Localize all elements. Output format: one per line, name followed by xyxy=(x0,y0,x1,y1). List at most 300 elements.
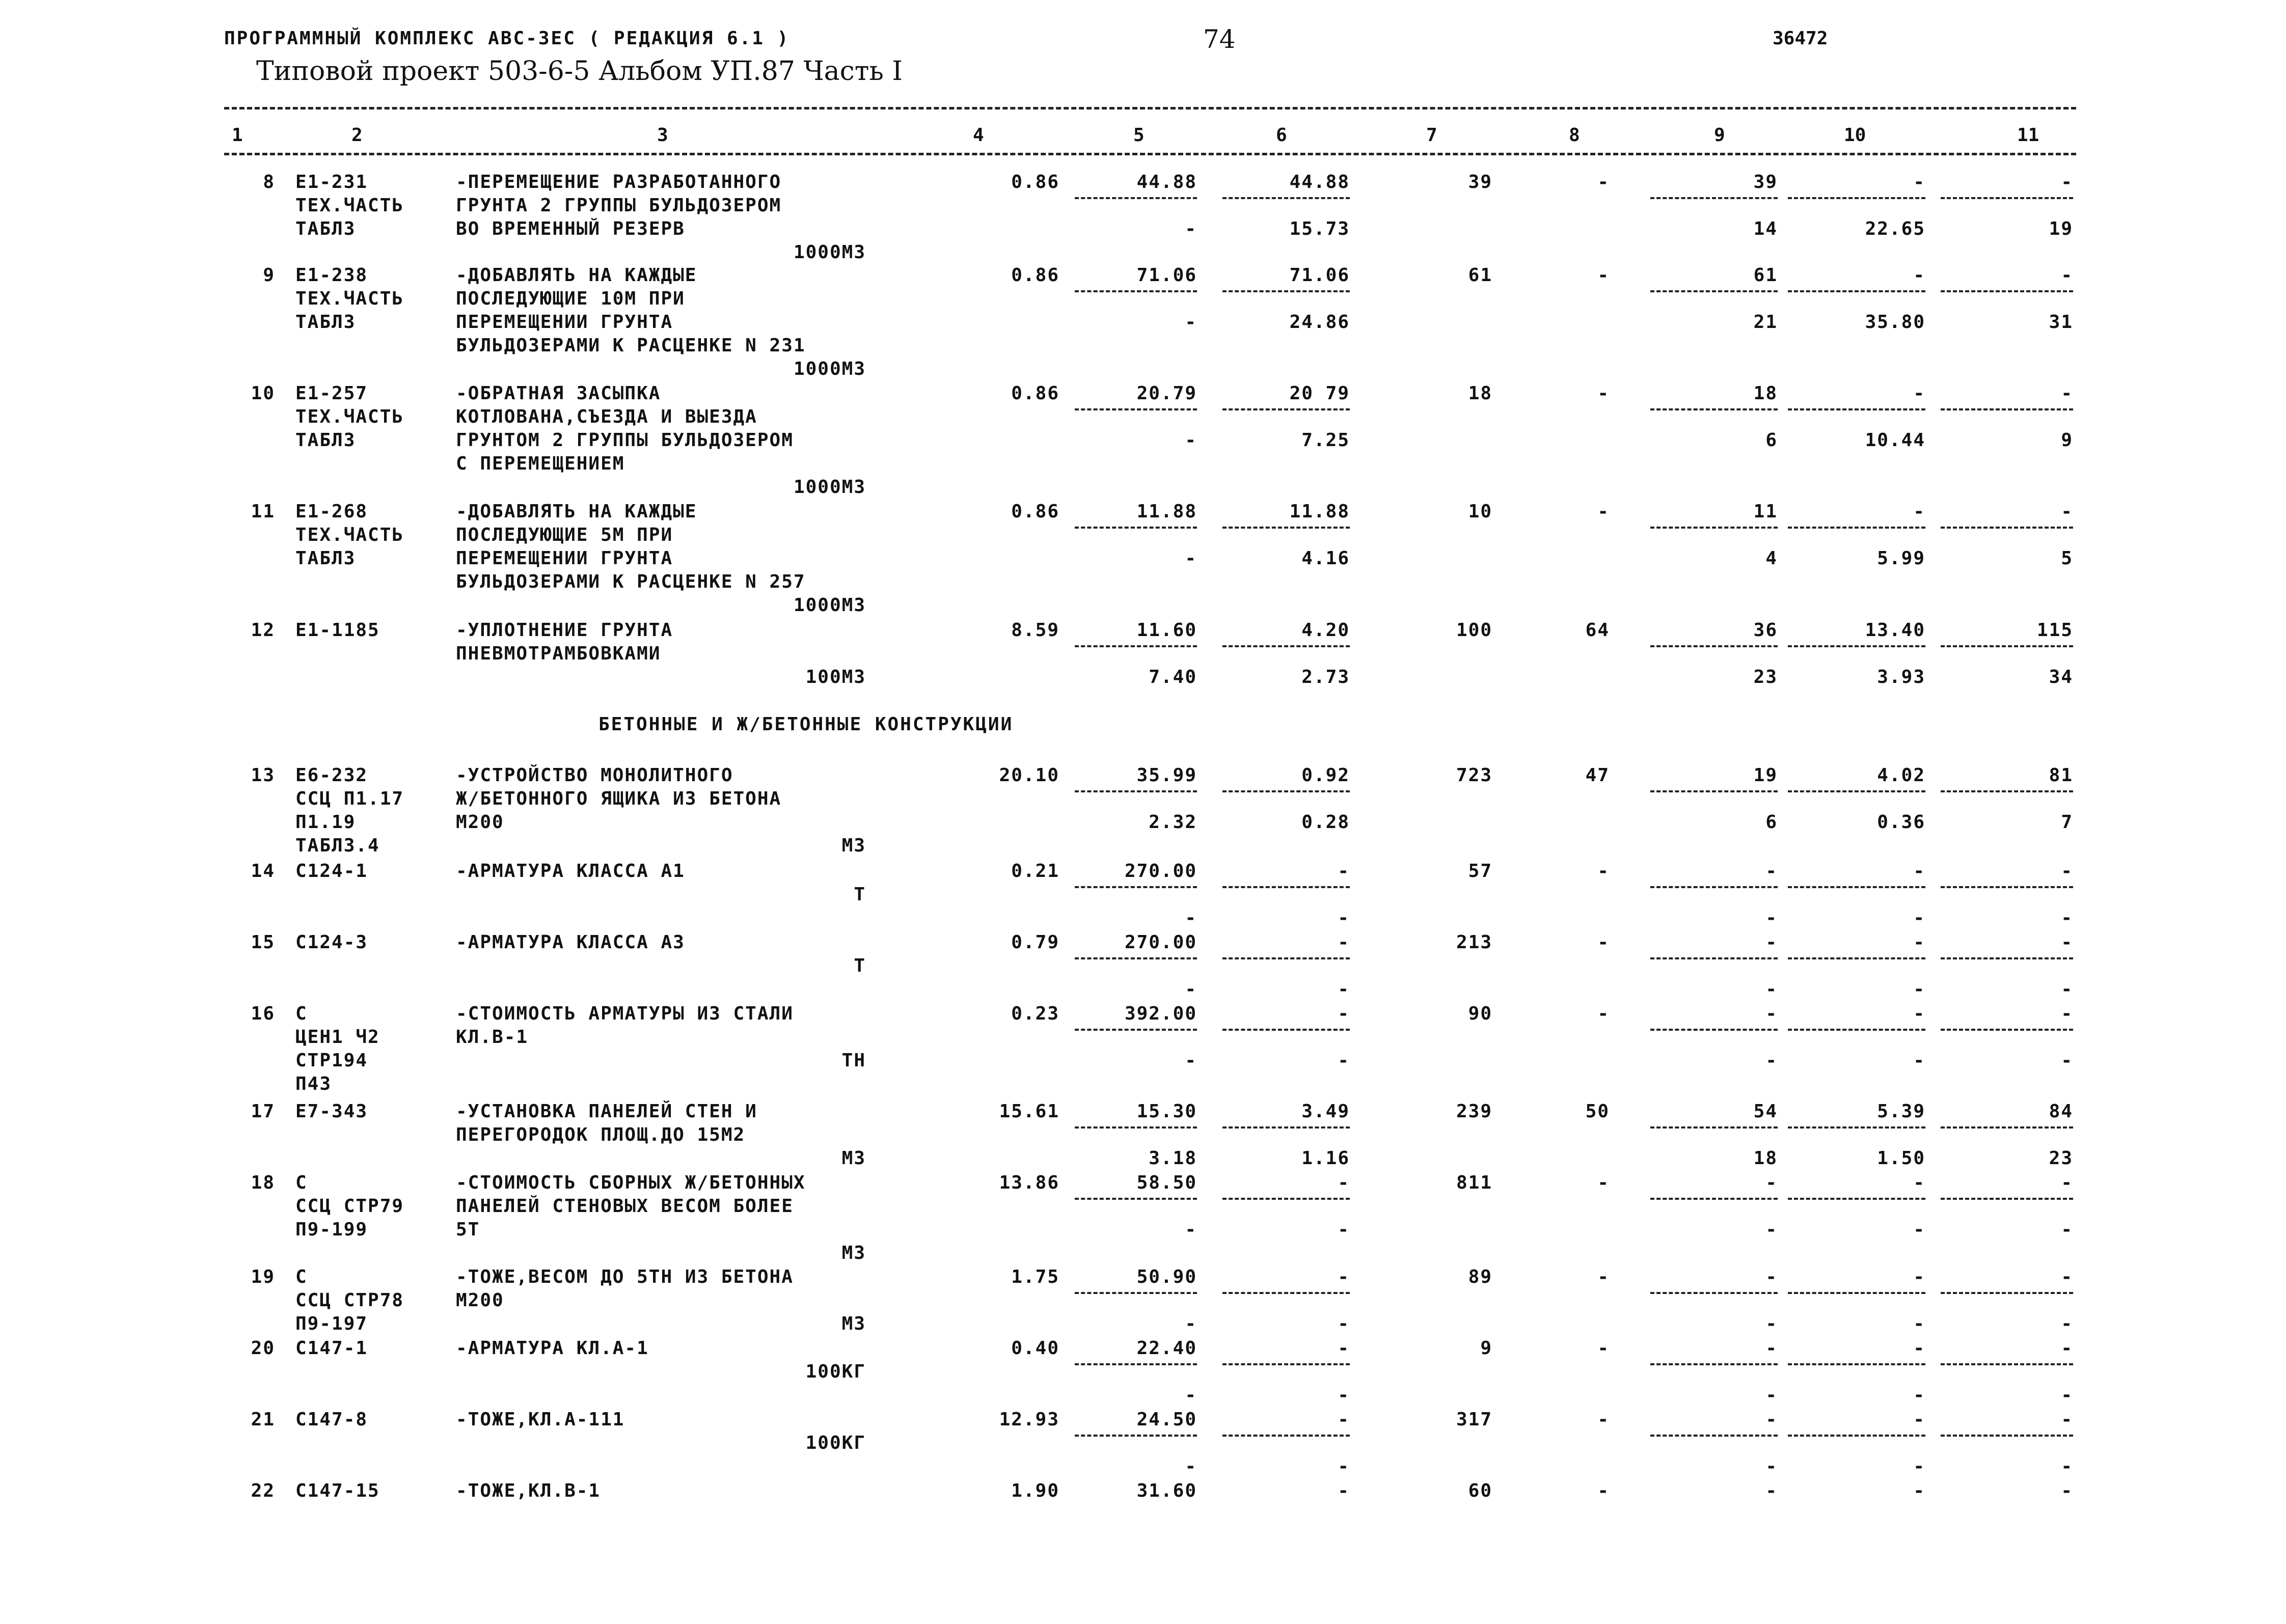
unit-of-measure: М3 xyxy=(841,835,866,856)
machine-wages: 4 xyxy=(1765,548,1778,569)
machine-labor-hours: - xyxy=(1913,907,1925,928)
work-description: ПЕРЕМЕЩЕНИИ ГРУНТА xyxy=(456,548,673,569)
rate-code: Е1-238 xyxy=(295,265,368,286)
machine-labor-total: 19 xyxy=(2049,218,2073,239)
total-cost: 239 xyxy=(1456,1101,1492,1122)
machine-cost: - xyxy=(1597,1172,1610,1193)
row-number: 18 xyxy=(251,1172,275,1193)
unit-cost-total: 31.60 xyxy=(1136,1480,1197,1501)
cell-divider xyxy=(1075,1029,1197,1031)
cell-divider xyxy=(1075,957,1197,959)
cell-divider xyxy=(1788,1363,1925,1365)
cell-divider xyxy=(1788,290,1925,292)
cell-divider xyxy=(1941,527,2073,529)
cell-divider xyxy=(1788,1126,1925,1128)
work-description: -АРМАТУРА КЛАССА А3 xyxy=(456,932,685,953)
machine-cost: - xyxy=(1597,265,1610,286)
cell-divider xyxy=(1222,197,1350,199)
machine-labor-total: - xyxy=(2061,1050,2073,1071)
total-cost: 10 xyxy=(1468,501,1492,522)
machine-labor-hours: - xyxy=(1913,1313,1925,1334)
work-description: КЛ.В-1 xyxy=(456,1027,529,1048)
labor-total: - xyxy=(2061,1409,2073,1430)
machine-labor-hours: - xyxy=(1913,1385,1925,1406)
unit-cost-machine-wages: - xyxy=(1185,430,1197,451)
machine-cost: 64 xyxy=(1585,620,1610,641)
work-description: -ОБРАТНАЯ ЗАСЫПКА xyxy=(456,383,661,404)
column-header-2: 2 xyxy=(351,125,363,146)
cell-divider xyxy=(1788,1435,1925,1437)
rate-code: ТЕХ.ЧАСТЬ xyxy=(295,406,404,427)
machine-wages: - xyxy=(1765,979,1778,1000)
unit-of-measure: М3 xyxy=(841,1148,866,1169)
cell-divider xyxy=(1941,1363,2073,1365)
unit-cost-machine: 7.25 xyxy=(1301,430,1350,451)
total-cost: 18 xyxy=(1468,383,1492,404)
machine-labor-hours: 10.44 xyxy=(1865,430,1925,451)
cell-divider xyxy=(1222,1029,1350,1031)
wages-total: - xyxy=(1765,1480,1778,1501)
machine-wages: 23 xyxy=(1753,667,1778,687)
unit-cost-wages: - xyxy=(1338,1003,1350,1024)
machine-labor-hours: 1.50 xyxy=(1877,1148,1925,1169)
row-number: 22 xyxy=(251,1480,275,1501)
cell-divider xyxy=(1222,790,1350,792)
rate-code: С xyxy=(295,1003,308,1024)
rate-code: ТЕХ.ЧАСТЬ xyxy=(295,195,404,216)
unit-cost-wages: - xyxy=(1338,932,1350,953)
column-header-7: 7 xyxy=(1426,125,1437,146)
unit-cost-total: 71.06 xyxy=(1136,265,1197,286)
labor-total: 115 xyxy=(2036,620,2073,641)
work-description: -ТОЖЕ,КЛ.А-111 xyxy=(456,1409,625,1430)
work-description: БУЛЬДОЗЕРАМИ К РАСЦЕНКЕ N 257 xyxy=(456,571,806,592)
unit-cost-machine: - xyxy=(1338,1456,1350,1477)
machine-labor-total: - xyxy=(2061,907,2073,928)
machine-labor-hours: 3.93 xyxy=(1877,667,1925,687)
unit-cost-wages: 71.06 xyxy=(1289,265,1350,286)
unit-cost-machine-wages: - xyxy=(1185,907,1197,928)
cell-divider xyxy=(1650,408,1778,410)
unit-cost-machine-wages: - xyxy=(1185,1385,1197,1406)
cell-divider xyxy=(1075,886,1197,888)
cell-divider xyxy=(1650,790,1778,792)
rate-code: С147-15 xyxy=(295,1480,380,1501)
quantity: 0.86 xyxy=(1011,172,1059,192)
header-rule-top xyxy=(224,107,2076,109)
section-title: БЕТОННЫЕ И Ж/БЕТОННЫЕ КОНСТРУКЦИИ xyxy=(598,714,1014,735)
row-number: 10 xyxy=(251,383,275,404)
rate-code: С xyxy=(295,1267,308,1287)
unit-cost-wages: 4.20 xyxy=(1301,620,1350,641)
cell-divider xyxy=(1650,1435,1778,1437)
unit-cost-total: 35.99 xyxy=(1136,765,1197,786)
work-description: -ТОЖЕ,КЛ.В-1 xyxy=(456,1480,601,1501)
cell-divider xyxy=(1075,1435,1197,1437)
cell-divider xyxy=(1222,886,1350,888)
row-number: 19 xyxy=(251,1267,275,1287)
total-cost: 57 xyxy=(1468,861,1492,882)
rate-code: ТАБЛ3 xyxy=(295,312,356,333)
cell-divider xyxy=(1222,1126,1350,1128)
machine-wages: 6 xyxy=(1765,812,1778,833)
wages-total: - xyxy=(1765,1267,1778,1287)
wages-total: 19 xyxy=(1753,765,1778,786)
rate-code: ЦЕН1 Ч2 xyxy=(295,1027,380,1048)
unit-cost-total: 24.50 xyxy=(1136,1409,1197,1430)
row-number: 8 xyxy=(263,172,275,192)
unit-cost-total: 270.00 xyxy=(1124,861,1197,882)
header-rule-bottom xyxy=(224,153,2076,155)
row-number: 17 xyxy=(251,1101,275,1122)
work-description: -УСТАНОВКА ПАНЕЛЕЙ СТЕН И xyxy=(456,1101,757,1122)
unit-cost-machine: 4.16 xyxy=(1301,548,1350,569)
cell-divider xyxy=(1788,1029,1925,1031)
machine-wages: 6 xyxy=(1765,430,1778,451)
labor-hours: - xyxy=(1913,265,1925,286)
quantity: 1.75 xyxy=(1011,1267,1059,1287)
cell-divider xyxy=(1075,408,1197,410)
labor-total: - xyxy=(2061,932,2073,953)
wages-total: 54 xyxy=(1753,1101,1778,1122)
unit-cost-machine-wages: - xyxy=(1185,218,1197,239)
unit-cost-machine-wages: 3.18 xyxy=(1149,1148,1197,1169)
row-number: 12 xyxy=(251,620,275,641)
unit-cost-total: 20.79 xyxy=(1136,383,1197,404)
cell-divider xyxy=(1222,1198,1350,1200)
cell-divider xyxy=(1941,645,2073,647)
labor-hours: - xyxy=(1913,1338,1925,1359)
quantity: 0.86 xyxy=(1011,265,1059,286)
unit-cost-machine: 2.73 xyxy=(1301,667,1350,687)
unit-cost-machine: 24.86 xyxy=(1289,312,1350,333)
quantity: 0.23 xyxy=(1011,1003,1059,1024)
unit-of-measure: 100М3 xyxy=(805,667,866,687)
row-number: 21 xyxy=(251,1409,275,1430)
unit-cost-machine-wages: - xyxy=(1185,1219,1197,1240)
rate-code: Е7-343 xyxy=(295,1101,368,1122)
cell-divider xyxy=(1075,1198,1197,1200)
wages-total: 39 xyxy=(1753,172,1778,192)
unit-of-measure: М3 xyxy=(841,1243,866,1263)
machine-labor-total: 34 xyxy=(2049,667,2073,687)
rate-code: С124-1 xyxy=(295,861,368,882)
machine-wages: 18 xyxy=(1753,1148,1778,1169)
cell-divider xyxy=(1650,957,1778,959)
work-description: КОТЛОВАНА,СЪЕЗДА И ВЫЕЗДА xyxy=(456,406,757,427)
cell-divider xyxy=(1650,527,1778,529)
quantity: 15.61 xyxy=(999,1101,1059,1122)
rate-code: С147-1 xyxy=(295,1338,368,1359)
unit-cost-total: 270.00 xyxy=(1124,932,1197,953)
cell-divider xyxy=(1075,290,1197,292)
unit-cost-machine-wages: - xyxy=(1185,548,1197,569)
unit-cost-wages: - xyxy=(1338,1172,1350,1193)
unit-cost-machine: - xyxy=(1338,979,1350,1000)
rate-code: Е6-232 xyxy=(295,765,368,786)
labor-total: 81 xyxy=(2049,765,2073,786)
total-cost: 39 xyxy=(1468,172,1492,192)
rate-code: Е1-257 xyxy=(295,383,368,404)
labor-hours: - xyxy=(1913,1267,1925,1287)
work-description: ПНЕВМОТРАМБОВКАМИ xyxy=(456,643,661,664)
unit-cost-wages: 3.49 xyxy=(1301,1101,1350,1122)
work-description: ВО ВРЕМЕННЫЙ РЕЗЕРВ xyxy=(456,218,685,239)
unit-cost-machine-wages: - xyxy=(1185,312,1197,333)
unit-cost-wages: - xyxy=(1338,1480,1350,1501)
cell-divider xyxy=(1650,1198,1778,1200)
column-header-1: 1 xyxy=(232,125,243,146)
quantity: 0.79 xyxy=(1011,932,1059,953)
column-header-5: 5 xyxy=(1133,125,1145,146)
column-header-10: 10 xyxy=(1844,125,1866,146)
machine-cost: - xyxy=(1597,172,1610,192)
rate-code: ТАБЛ3 xyxy=(295,548,356,569)
labor-hours: - xyxy=(1913,932,1925,953)
machine-labor-total: - xyxy=(2061,1456,2073,1477)
column-header-4: 4 xyxy=(973,125,984,146)
wages-total: 61 xyxy=(1753,265,1778,286)
rate-code: С147-8 xyxy=(295,1409,368,1430)
page-number: 74 xyxy=(1203,24,1236,54)
cell-divider xyxy=(1222,527,1350,529)
cell-divider xyxy=(1788,1292,1925,1294)
machine-cost: - xyxy=(1597,1480,1610,1501)
cell-divider xyxy=(1941,1029,2073,1031)
machine-labor-total: - xyxy=(2061,1385,2073,1406)
labor-hours: - xyxy=(1913,1409,1925,1430)
machine-cost: 50 xyxy=(1585,1101,1610,1122)
unit-of-measure: 100КГ xyxy=(805,1361,866,1382)
cell-divider xyxy=(1788,790,1925,792)
rate-code: П43 xyxy=(295,1074,332,1094)
labor-total: - xyxy=(2061,1003,2073,1024)
machine-labor-hours: - xyxy=(1913,979,1925,1000)
labor-total: 84 xyxy=(2049,1101,2073,1122)
cell-divider xyxy=(1941,408,2073,410)
machine-labor-hours: - xyxy=(1913,1219,1925,1240)
unit-cost-wages: 11.88 xyxy=(1289,501,1350,522)
machine-labor-hours: 0.36 xyxy=(1877,812,1925,833)
unit-cost-total: 392.00 xyxy=(1124,1003,1197,1024)
labor-hours: - xyxy=(1913,501,1925,522)
work-description: ПЕРЕМЕЩЕНИИ ГРУНТА xyxy=(456,312,673,333)
row-number: 20 xyxy=(251,1338,275,1359)
wages-total: - xyxy=(1765,861,1778,882)
labor-hours: - xyxy=(1913,1172,1925,1193)
machine-wages: 14 xyxy=(1753,218,1778,239)
work-description: -ДОБАВЛЯТЬ НА КАЖДЫЕ xyxy=(456,501,697,522)
machine-wages: - xyxy=(1765,1050,1778,1071)
machine-wages: - xyxy=(1765,1385,1778,1406)
quantity: 20.10 xyxy=(999,765,1059,786)
cell-divider xyxy=(1788,645,1925,647)
wages-total: 11 xyxy=(1753,501,1778,522)
unit-cost-total: 15.30 xyxy=(1136,1101,1197,1122)
rate-code: ТАБЛ3.4 xyxy=(295,835,380,856)
column-header-3: 3 xyxy=(657,125,668,146)
rate-code: П9-199 xyxy=(295,1219,368,1240)
total-cost: 213 xyxy=(1456,932,1492,953)
labor-hours: - xyxy=(1913,1480,1925,1501)
work-description: ПОСЛЕДУЮЩИЕ 5М ПРИ xyxy=(456,525,673,545)
quantity: 13.86 xyxy=(999,1172,1059,1193)
total-cost: 60 xyxy=(1468,1480,1492,1501)
machine-cost: 47 xyxy=(1585,765,1610,786)
work-description: -СТОИМОСТЬ АРМАТУРЫ ИЗ СТАЛИ xyxy=(456,1003,794,1024)
row-number: 11 xyxy=(251,501,275,522)
cell-divider xyxy=(1222,408,1350,410)
unit-of-measure: 1000М3 xyxy=(793,477,866,498)
program-header: ПРОГРАММНЫЙ КОМПЛЕКС АВС-ЗЕС ( РЕДАКЦИЯ 6.1 ) xyxy=(224,28,790,49)
rate-code: ТАБЛ3 xyxy=(295,430,356,451)
cell-divider xyxy=(1222,1292,1350,1294)
unit-cost-machine-wages: - xyxy=(1185,1050,1197,1071)
unit-of-measure: 1000М3 xyxy=(793,595,866,616)
machine-labor-total: - xyxy=(2061,1219,2073,1240)
cell-divider xyxy=(1788,957,1925,959)
unit-cost-machine: - xyxy=(1338,907,1350,928)
machine-labor-hours: 35.80 xyxy=(1865,312,1925,333)
work-description: -АРМАТУРА КЛ.А-1 xyxy=(456,1338,649,1359)
work-description: С ПЕРЕМЕЩЕНИЕМ xyxy=(456,453,625,474)
cell-divider xyxy=(1650,197,1778,199)
labor-total: - xyxy=(2061,172,2073,192)
unit-cost-machine: - xyxy=(1338,1385,1350,1406)
column-header-11: 11 xyxy=(2017,125,2039,146)
rate-code: С xyxy=(295,1172,308,1193)
work-description: -СТОИМОСТЬ СБОРНЫХ Ж/БЕТОННЫХ xyxy=(456,1172,806,1193)
machine-cost: - xyxy=(1597,1409,1610,1430)
unit-cost-machine-wages: 7.40 xyxy=(1149,667,1197,687)
cell-divider xyxy=(1075,790,1197,792)
machine-wages: 21 xyxy=(1753,312,1778,333)
work-description: БУЛЬДОЗЕРАМИ К РАСЦЕНКЕ N 231 xyxy=(456,335,806,356)
cell-divider xyxy=(1941,1198,2073,1200)
cell-divider xyxy=(1222,1435,1350,1437)
rate-code: ССЦ СТР79 xyxy=(295,1196,404,1217)
work-description: -УПЛОТНЕНИЕ ГРУНТА xyxy=(456,620,673,641)
labor-total: - xyxy=(2061,1480,2073,1501)
cell-divider xyxy=(1941,790,2073,792)
machine-labor-total: 9 xyxy=(2061,430,2073,451)
unit-cost-total: 50.90 xyxy=(1136,1267,1197,1287)
unit-cost-machine-wages: - xyxy=(1185,979,1197,1000)
total-cost: 723 xyxy=(1456,765,1492,786)
unit-cost-machine: - xyxy=(1338,1313,1350,1334)
rate-code: Е1-268 xyxy=(295,501,368,522)
machine-labor-total: - xyxy=(2061,979,2073,1000)
rate-code: Е1-1185 xyxy=(295,620,380,641)
work-description: -ПЕРЕМЕЩЕНИЕ РАЗРАБОТАННОГО xyxy=(456,172,782,192)
machine-labor-total: 23 xyxy=(2049,1148,2073,1169)
cell-divider xyxy=(1222,290,1350,292)
cell-divider xyxy=(1941,1126,2073,1128)
quantity: 12.93 xyxy=(999,1409,1059,1430)
unit-cost-wages: - xyxy=(1338,1338,1350,1359)
machine-labor-hours: 22.65 xyxy=(1865,218,1925,239)
unit-cost-total: 58.50 xyxy=(1136,1172,1197,1193)
cell-divider xyxy=(1788,408,1925,410)
total-cost: 61 xyxy=(1468,265,1492,286)
unit-cost-total: 11.88 xyxy=(1136,501,1197,522)
cell-divider xyxy=(1941,1435,2073,1437)
cell-divider xyxy=(1222,645,1350,647)
rate-code: ССЦ СТР78 xyxy=(295,1290,404,1311)
machine-cost: - xyxy=(1597,861,1610,882)
column-header-6: 6 xyxy=(1276,125,1287,146)
labor-hours: 4.02 xyxy=(1877,765,1925,786)
cell-divider xyxy=(1075,645,1197,647)
cell-divider xyxy=(1650,290,1778,292)
machine-cost: - xyxy=(1597,1338,1610,1359)
unit-of-measure: 1000М3 xyxy=(793,242,866,263)
wages-total: - xyxy=(1765,1172,1778,1193)
unit-of-measure: Т xyxy=(854,955,866,976)
labor-hours: - xyxy=(1913,172,1925,192)
cell-divider xyxy=(1650,1029,1778,1031)
work-description: ПОСЛЕДУЮЩИЕ 10М ПРИ xyxy=(456,288,685,309)
machine-labor-total: - xyxy=(2061,1313,2073,1334)
cell-divider xyxy=(1075,1363,1197,1365)
labor-total: - xyxy=(2061,383,2073,404)
cell-divider xyxy=(1941,886,2073,888)
machine-labor-hours: 5.99 xyxy=(1877,548,1925,569)
work-description: -АРМАТУРА КЛАССА А1 xyxy=(456,861,685,882)
rate-code: ТАБЛ3 xyxy=(295,218,356,239)
labor-total: - xyxy=(2061,861,2073,882)
total-cost: 89 xyxy=(1468,1267,1492,1287)
unit-cost-wages: 0.92 xyxy=(1301,765,1350,786)
machine-cost: - xyxy=(1597,383,1610,404)
quantity: 8.59 xyxy=(1011,620,1059,641)
cell-divider xyxy=(1075,1126,1197,1128)
unit-cost-total: 44.88 xyxy=(1136,172,1197,192)
cell-divider xyxy=(1941,290,2073,292)
unit-cost-wages: - xyxy=(1338,1267,1350,1287)
work-description: 5Т xyxy=(456,1219,480,1240)
quantity: 1.90 xyxy=(1011,1480,1059,1501)
unit-cost-total: 11.60 xyxy=(1136,620,1197,641)
unit-cost-total: 22.40 xyxy=(1136,1338,1197,1359)
cell-divider xyxy=(1788,527,1925,529)
labor-hours: - xyxy=(1913,861,1925,882)
labor-total: - xyxy=(2061,1172,2073,1193)
row-number: 13 xyxy=(251,765,275,786)
quantity: 0.86 xyxy=(1011,501,1059,522)
unit-cost-wages: 20 79 xyxy=(1289,383,1350,404)
cell-divider xyxy=(1075,527,1197,529)
work-description: М200 xyxy=(456,1290,504,1311)
machine-wages: - xyxy=(1765,1456,1778,1477)
cell-divider xyxy=(1941,957,2073,959)
work-description: ГРУНТОМ 2 ГРУППЫ БУЛЬДОЗЕРОМ xyxy=(456,430,794,451)
row-number: 9 xyxy=(263,265,275,286)
unit-of-measure: Т xyxy=(854,884,866,905)
machine-labor-total: 31 xyxy=(2049,312,2073,333)
cell-divider xyxy=(1075,197,1197,199)
wages-total: - xyxy=(1765,1338,1778,1359)
unit-cost-machine: - xyxy=(1338,1050,1350,1071)
machine-cost: - xyxy=(1597,501,1610,522)
cell-divider xyxy=(1650,1363,1778,1365)
work-description: Ж/БЕТОННОГО ЯЩИКА ИЗ БЕТОНА xyxy=(456,788,782,809)
cell-divider xyxy=(1941,197,2073,199)
rate-code: С124-3 xyxy=(295,932,368,953)
work-description: -ТОЖЕ,ВЕСОМ ДО 5ТН ИЗ БЕТОНА xyxy=(456,1267,794,1287)
quantity: 0.86 xyxy=(1011,383,1059,404)
machine-labor-total: 5 xyxy=(2061,548,2073,569)
